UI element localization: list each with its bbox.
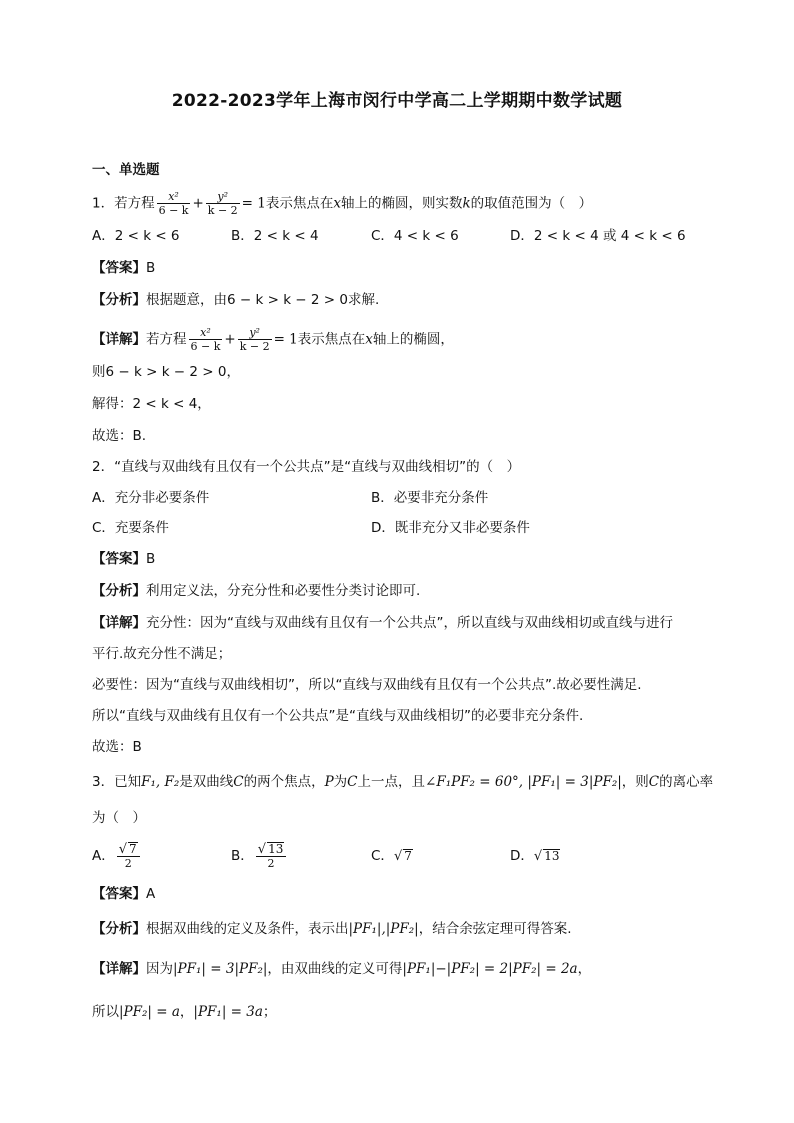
q3-option-b-fraction: $\frac{√ 13}{2}$ [256, 842, 287, 870]
section-heading: 一、单选题 [92, 162, 160, 178]
q3-analysis: 【分析】根据双曲线的定义及条件，表示出|PF₁|,|PF₂|，结合余弦定理可得答案. [92, 921, 572, 937]
q1-fraction-1: $\frac{\text{x²}}{6 - k}$ [158, 190, 189, 217]
q2-detail-line-3: 必要性：因为“直线与双曲线相切”，所以“直线与双曲线有且仅有一个公共点”.故必要性满足. [92, 677, 642, 693]
q2-option-b: B．必要非充分条件 [371, 490, 489, 506]
q1-option-a: A．2 < k < 6 [92, 228, 180, 244]
question-2-stem: 2．“直线与双曲线有且仅有一个公共点”是“直线与双曲线相切”的（ ） [92, 459, 521, 475]
q1-detail-fraction-2: $\frac{\text{y²}}{k - 2}$ [239, 326, 270, 353]
q3-option-a: A． $\frac{√ 7}{2}$ [92, 842, 142, 870]
q1-detail-line-4: 故选：B. [92, 428, 147, 444]
q2-detail-line-5: 故选：B [92, 739, 142, 755]
page-title: 2022-2023学年上海市闵行中学高二上学期期中数学试题 [171, 91, 623, 111]
q2-option-d: D．既非充分又非必要条件 [371, 520, 530, 536]
q1-number: 1．若方程 [92, 195, 155, 212]
question-1-stem: 1．若方程 $\frac{\text{x²}}{6 - k}$ + $\frac{\text{y²}}{k - 2}$ = 1表示焦点在x轴上的椭圆，则实数k的取值范围为（ ） [92, 190, 593, 217]
q1-detail-line-3: 解得：2 < k < 4， [92, 396, 211, 412]
q2-detail: 【详解】充分性：因为“直线与双曲线有且仅有一个公共点”，所以直线与双曲线相切或直线与进行 [92, 615, 673, 631]
q1-detail-line-2: 则6 − k > k − 2 > 0， [92, 364, 240, 380]
q3-answer: 【答案】A [92, 886, 156, 902]
q1-answer: 【答案】B [92, 260, 156, 276]
q3-option-d: D．√ 13 [510, 848, 560, 864]
q3-detail: 【详解】因为|PF₁| = 3|PF₂|，由双曲线的定义可得|PF₁|−|PF₂| = 2|PF₂| = 2a， [92, 961, 592, 977]
q1-analysis: 【分析】根据题意，由6 − k > k − 2 > 0求解. [92, 292, 380, 308]
q2-detail-line-2: 平行.故充分性不满足； [92, 646, 232, 662]
q2-detail-line-4: 所以“直线与双曲线有且仅有一个公共点”是“直线与双曲线相切”的必要非充分条件. [92, 708, 584, 724]
q3-detail-line-2: 所以|PF₂| = a，|PF₁| = 3a； [92, 1004, 277, 1020]
q2-answer: 【答案】B [92, 551, 156, 567]
q1-option-c: C．4 < k < 6 [371, 228, 459, 244]
q3-option-c: C．√ 7 [371, 848, 412, 864]
q3-option-b: B． $\frac{√ 13}{2}$ [231, 842, 288, 870]
q1-option-d: D．2 < k < 4 或 4 < k < 6 [510, 228, 686, 244]
q1-detail: 【详解】若方程 $\frac{\text{x²}}{6 - k}$ + $\frac{\text{y²}}{k - 2}$ = 1表示焦点在x轴上的椭圆， [92, 326, 454, 353]
q2-option-a: A．充分非必要条件 [92, 490, 210, 506]
q1-detail-fraction-1: $\frac{\text{x²}}{6 - k}$ [190, 326, 221, 353]
q1-option-b: B．2 < k < 4 [231, 228, 319, 244]
question-3-stem: 3．已知F₁, F₂是双曲线C的两个焦点，P为C上一点，且∠F₁PF₂ = 60°, |PF₁| = 3|PF₂|，则C的离心率 [92, 774, 714, 790]
question-3-stem-line-2: 为（ ） [92, 810, 146, 826]
q3-option-a-fraction: $\frac{√ 7}{2}$ [117, 842, 140, 870]
q2-option-c: C．充要条件 [92, 520, 169, 536]
q2-analysis: 【分析】利用定义法，分充分性和必要性分类讨论即可. [92, 583, 421, 599]
q1-fraction-2: $\frac{\text{y²}}{k - 2}$ [207, 190, 238, 217]
